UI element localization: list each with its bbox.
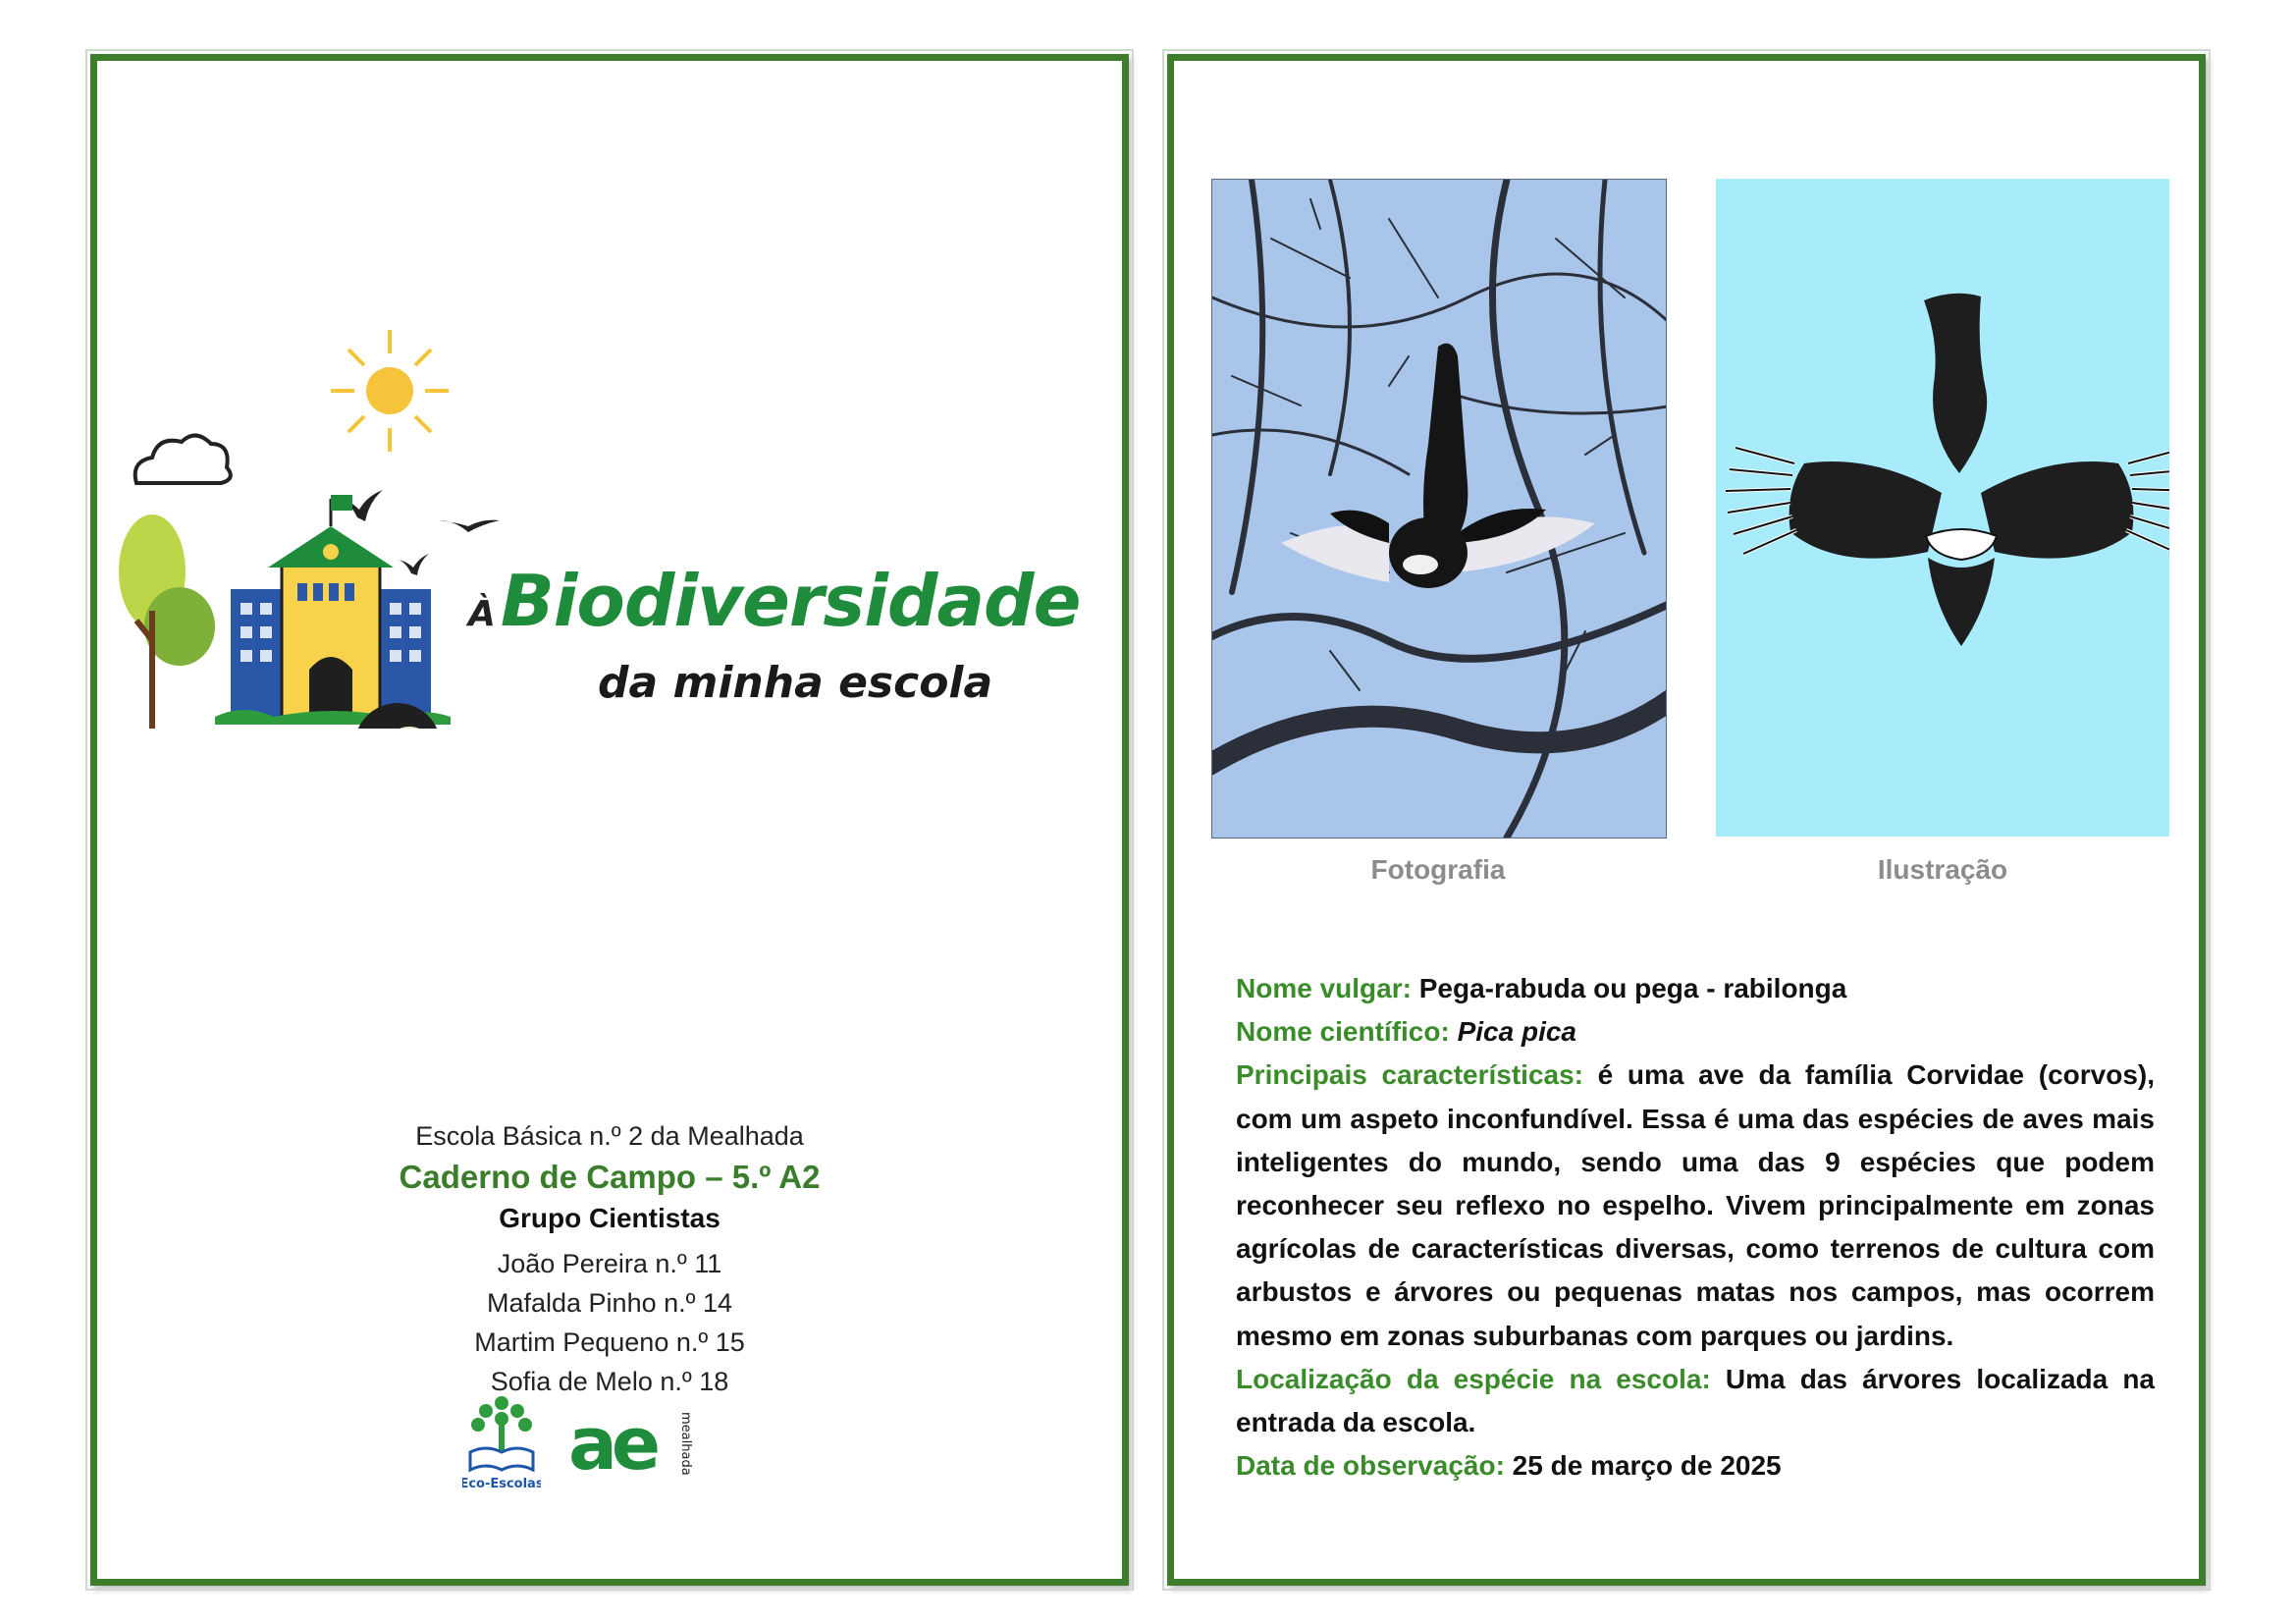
location-label: Localização da espécie na escola: [1236,1363,1711,1394]
logo-title-main: Biodiversidade [500,560,1081,642]
ae-mealhada-logo [568,1408,696,1479]
bird-icon [439,520,500,532]
characteristics-label: Principais características: [1236,1059,1583,1091]
cloud-icon [135,435,231,483]
magpie-photo [1211,179,1667,839]
date-label: Data de observação: [1236,1450,1505,1482]
logo-title [468,560,1080,642]
notebook-title: Caderno de Campo – 5.º A2 [399,1159,821,1195]
member-item: Sofia de Melo n.º 18 [490,1367,729,1396]
cover-page [90,54,1129,1586]
school-name: Escola Básica n.º 2 da Mealhada [415,1121,804,1151]
logo-title-prefix: À [468,594,495,634]
ae-icon [568,1408,696,1479]
scientific-name-value: Pica pica [1457,1016,1576,1048]
eco-escolas-logo [462,1393,541,1491]
biodiversity-logo [117,326,1081,729]
group-name: Grupo Cientistas [499,1203,721,1233]
location-value: Uma das árvores localizada na entrada da escola. [1236,1363,2155,1438]
characteristics-value: é uma ave da família Corvidae (corvos), com um aspeto inconfundível. Essa é uma das espécies de aves mais inteligentes do mundo, sendo uma das 9 espécies que podem reconhecer seu reflexo no espelho. Vivem principalmente em zonas agrícolas de características diversas, como terrenos de cultura com arbustos e árvores ou pequenas matas nos campos, mas ocorrem mesmo em zonas suburbanas com parques ou jardins. [1236,1059,2155,1351]
ae-logo-subtext: mealhada [678,1412,693,1476]
member-list [97,1244,1122,1401]
member-item: Martim Pequeno n.º 15 [474,1327,745,1357]
illustration-caption: Ilustração [1877,854,2008,885]
ae-logo-text: ae [568,1408,656,1479]
location-row [1236,1358,2155,1444]
characteristics-row [1236,1054,2155,1357]
member-item: Mafalda Pinho n.º 14 [486,1288,733,1318]
logo-subtitle: da minha escola [598,658,993,708]
member-item: João Pereira n.º 11 [497,1249,722,1278]
scientific-name-row [1236,1010,2155,1054]
common-name-value: Pega-rabuda ou pega - rabilonga [1418,973,1847,1003]
date-row [1236,1444,2155,1488]
bird-icon [398,554,429,575]
eco-escolas-icon [462,1393,541,1491]
common-name-label: Nome vulgar: [1236,973,1412,1003]
magpie-illustration [1716,179,2169,837]
scientific-name-label: Nome científico: [1236,1016,1450,1048]
school-building-icon [231,495,431,717]
magpie-illustration-image [1716,179,2169,837]
species-info [1236,967,2155,1488]
date-value: 25 de março de 2025 [1512,1450,1782,1482]
species-page [1167,54,2206,1586]
magpie-photo-image [1212,180,1666,838]
sun-icon [331,330,449,452]
eco-logo-text: Eco-Escolas [462,1477,541,1491]
common-name-row [1236,967,2155,1010]
photo-caption: Fotografia [1370,854,1506,885]
